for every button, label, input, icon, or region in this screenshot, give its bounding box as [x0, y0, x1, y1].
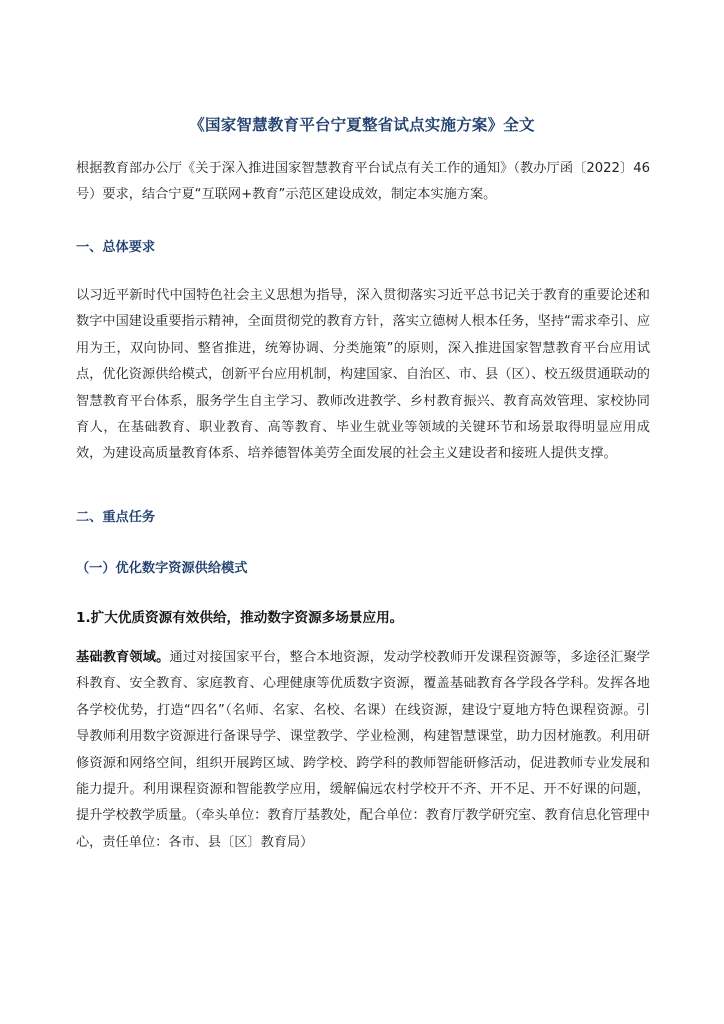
document-title: 《国家智慧教育平台宁夏整省试点实施方案》全文 — [189, 116, 535, 134]
section-heading-key-tasks: 二、重点任务 — [76, 510, 156, 525]
item-title-expand-resources: 1.扩大优质资源有效供给，推动数字资源多场景应用。 — [76, 610, 404, 626]
basic-education-body: 通过对接国家平台，整合本地资源，发动学校教师开发课程资源等，多途径汇聚学科教育、安全教育、家庭教育、心理健康等优质数字资源，覆盖基础教育各学段各学科。发挥各地各学校优势，打造“四名”（名师、名家、名校、名课）在线资源，建设宁夏地方特色课程资源。引导教师利用数字资源进行备课导学、课堂教学、学业检测，构建智慧课堂，助力因材施教。利用研修资源和网络空间，组织开展跨区域、跨学校、跨学科的教师智能研修活动，促进教师专业发展和能力提升。利用课程资源和智能教学应用，缓解偏远农村学校开不齐、开不足、开不好课的问题，提升学校教学质量。（牵头单位：教育厅基教处，配合单位：教育厅教学研究室、教育信息化管理中心，责任单位：各市、县〔区〕教育局） — [76, 650, 650, 850]
intro-paragraph: 根据教育部办公厅《关于深入推进国家智慧教育平台试点有关工作的通知》（教办厅函〔2022〕46号）要求，结合宁夏“互联网+教育”示范区建设成效，制定本实施方案。 — [76, 161, 650, 203]
basic-education-paragraph — [76, 645, 650, 856]
general-requirements-paragraph: 以习近平新时代中国特色社会主义思想为指导，深入贯彻落实习近平总书记关于教育的重要论述和数字中国建设重要指示精神，全面贯彻党的教育方针，落实立德树人根本任务，坚持“需求牵引、应用为王，双向协同、整省推进，统筹协调、分类施策”的原则，深入推进国家智慧教育平台应用试点，优化资源供给模式，创新平台应用机制，构建国家、自治区、市、县（区）、校五级贯通联动的智慧教育平台体系，服务学生自主学习、教师改进教学、乡村教育振兴、教育高效管理、家校协同育人，在基础教育、职业教育、高等教育、毕业生就业等领域的关键环节和场景取得明显应用成效，为建设高质量教育体系、培养德智体美劳全面发展的社会主义建设者和接班人提供支撑。 — [76, 288, 650, 462]
basic-education-lead: 基础教育领域。 — [76, 650, 170, 665]
section-heading-general-requirements: 一、总体要求 — [76, 240, 156, 255]
subsection-heading-resource-supply: （一）优化数字资源供给模式 — [76, 561, 248, 576]
